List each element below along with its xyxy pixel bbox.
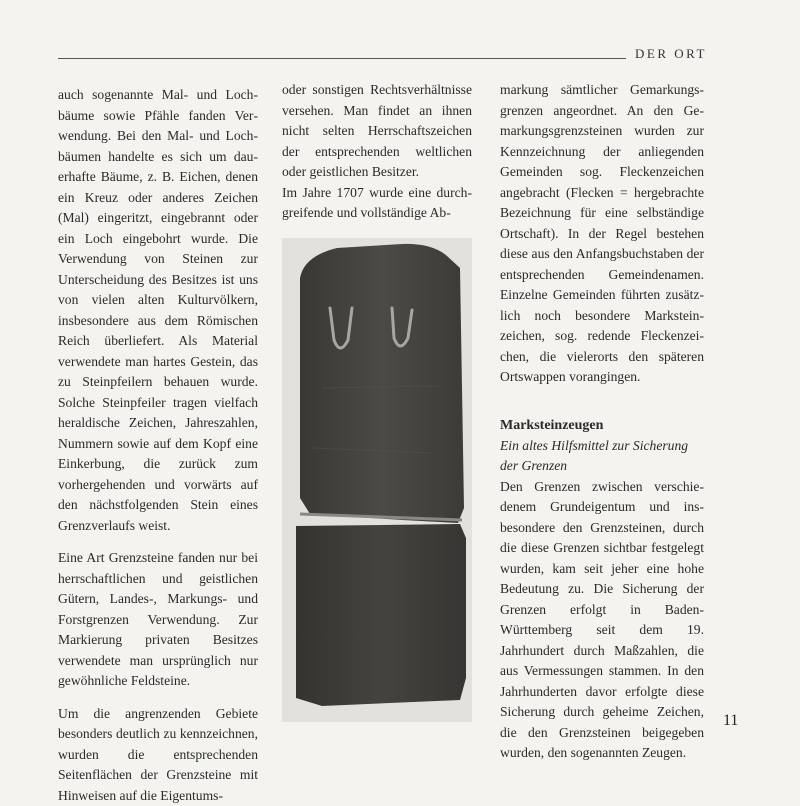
col1-paragraph-2: Eine Art Grenzsteine fanden nur bei herrschaftlichen und geistlichen Gütern, Landes-, Markungs- und Forstgrenzen Verwendung. Zur Markierung privaten Besitzes verwendete man ursprünglich nur gewöhnliche Feldsteine. [58, 548, 258, 692]
section-subheading: Ein altes Hilfsmittel zur Sicherung der Grenzen [500, 436, 704, 477]
column-1 [58, 85, 258, 806]
col3-paragraph-2: Den Grenzen zwischen verschiedenem Grundeigentum und insbesondere den Grenzsteinen, durch die diese Grenzen sichtbar festgelegt wurden, kam seit jeher eine hohe Bedeutung zu. Die Sicherung der Grenzen erfolgt in Baden-Württemberg seit dem 19. Jahrhundert durch Maßzahlen, die aus Vermessungen stammen. In den Jahrhunderten davor erfolgte diese Sicherung durch geheime Zeichen, die den Grenzsteinen beigegeben wurden, den sogenannten Zeugen. [500, 477, 704, 764]
col3-paragraph-1: markung sämtlicher Gemarkungsgrenzen angeordnet. An den Gemarkungsgrenzsteinen wurden zur Kennzeichnung der anliegenden Gemeinden sog. Fleckenzeichen angebracht (Flecken = hergebrachte Bezeichnung für eine selbständige Ortschaft). In der Regel bestehen diese aus den Anfangsbuchstaben der entsprechenden Gemeindenamen. Einzelne Gemeinden führten zusätzlich noch besondere Marksteinzeichen, sog. redende Fleckenzeichen, die vielerorts den späteren Ortswappen vorangingen. [500, 80, 704, 388]
col1-paragraph-1: auch sogenannte Mal- und Lochbäume sowie Pfähle fanden Verwendung. Bei den Mal- und Lochbäumen handelte es sich um dauerhafte Bäume, z. B. Eichen, denen ein Kreuz oder anderes Zeichen (Mal) eingeritzt, eingebrannt oder ein Loch eingebohrt wurde. Die Verwendung von Steinen zur Unterscheidung des Besitzes ist uns von vielen alten Kulturvölkern, insbesondere aus dem Römischen Reich überliefert. Als Material verwendete man hartes Gestein, das zu Steinpfeilern behauen wurde. Solche Steinpfeiler tragen vielfach heraldische Zeichen, Jahreszahlen, Nummern sowie auf dem Kopf eine Einkerbung, die zurück zum vorhergehenden und vorwärts auf den nächstfolgenden Stein eines Grenzverlaufs weist. [58, 85, 258, 536]
column-3 [500, 80, 704, 764]
column-2 [282, 80, 472, 224]
col2-paragraph-1: oder sonstigen Rechtsverhältnisse versehen. Man findet an ihnen nicht selten Herrschaftszeichen der entsprechenden weltlichen oder geistlichen Besitzer. [282, 80, 472, 183]
stone-lower-block [296, 524, 466, 706]
header-rule [58, 58, 626, 59]
page-number: 11 [723, 712, 738, 730]
section-title: DER ORT [635, 46, 707, 62]
boundary-stone-photo [282, 238, 472, 722]
section-heading: Marksteinzeugen [500, 416, 704, 436]
col1-paragraph-3: Um die angrenzenden Gebiete besonders deutlich zu kennzeichnen, wurden die entsprechenden Seitenflächen der Grenzsteine mit Hinweisen auf die Eigentums- [58, 704, 258, 806]
stone-upper-block [300, 244, 464, 523]
col2-paragraph-2: Im Jahre 1707 wurde eine durchgreifende und vollständige Ab- [282, 183, 472, 224]
